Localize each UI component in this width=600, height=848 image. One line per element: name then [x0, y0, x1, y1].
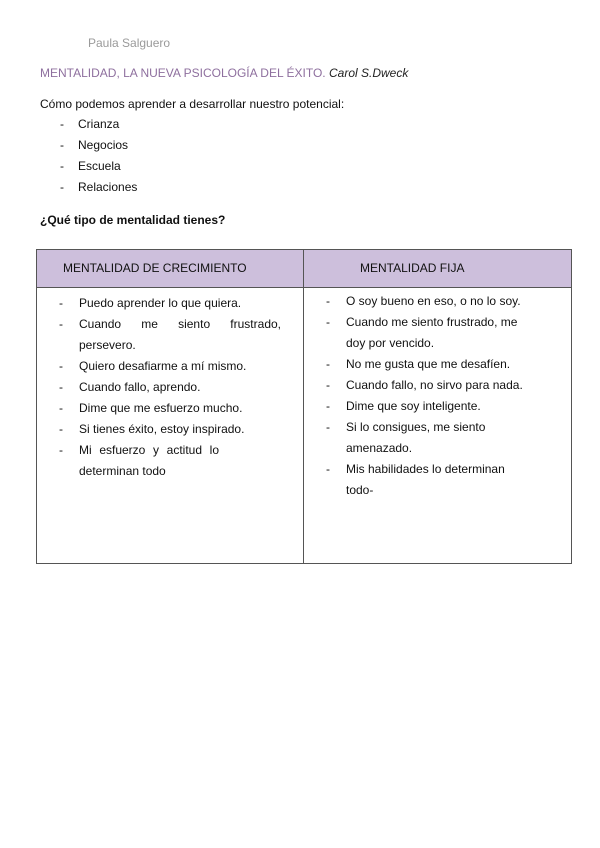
list-item: - Cuando me siento frustrado, me doy por vencido.	[326, 315, 518, 350]
list-item: - Escuela	[60, 158, 137, 179]
list-item: - Dime que me esfuerzo mucho.	[59, 401, 243, 415]
document-title	[40, 66, 408, 80]
list-item: - Si tienes éxito, estoy inspirado.	[59, 422, 245, 436]
list-item: - O soy bueno en eso, o no lo soy.	[326, 294, 521, 308]
list-item: - Si lo consigues, me siento amenazado.	[326, 420, 486, 455]
bullet-dash: -	[60, 138, 64, 152]
author-name: Paula Salguero	[88, 36, 171, 50]
intro-text: Cómo podemos aprender a desarrollar nuestro potencial:	[40, 97, 345, 111]
list-item: - Relaciones	[60, 179, 137, 200]
list-item: - Mis habilidades lo determinan todo-	[326, 462, 505, 497]
title-text: MENTALIDAD, LA NUEVA PSICOLOGÍA DEL ÉXITO.	[40, 66, 326, 80]
bullet-dash: -	[60, 159, 64, 173]
table-header-row	[37, 250, 571, 288]
fixed-mindset-list	[326, 291, 531, 501]
list-item: - Quiero desafiarme a mí mismo.	[59, 359, 247, 373]
growth-mindset-list	[59, 293, 281, 482]
list-item: - Negocios	[60, 137, 137, 158]
list-item: - Puedo aprender lo que quiera.	[59, 296, 242, 310]
table-body-row	[37, 288, 571, 564]
header-growth-mindset: MENTALIDAD DE CRECIMIENTO	[37, 250, 304, 287]
list-item: - Crianza	[60, 116, 137, 137]
list-item: - Cuando fallo, no sirvo para nada.	[326, 378, 523, 392]
list-item: - Cuando me siento frustrado, persevero.	[59, 317, 281, 352]
list-item: - Mi esfuerzo y actitud lo determinan todo	[59, 443, 219, 478]
bullet-dash: -	[60, 180, 64, 194]
list-item: - Cuando fallo, aprendo.	[59, 380, 201, 394]
header-fixed-mindset: MENTALIDAD FIJA	[360, 261, 465, 275]
topic-list	[60, 116, 137, 200]
section-question: ¿Qué tipo de mentalidad tienes?	[40, 213, 226, 227]
title-author: Carol S.Dweck	[329, 66, 409, 80]
growth-mindset-cell	[37, 288, 304, 564]
bullet-dash: -	[60, 117, 64, 131]
list-item: - Dime que soy inteligente.	[326, 399, 481, 413]
fixed-mindset-cell	[304, 288, 571, 564]
list-item: - No me gusta que me desafíen.	[326, 357, 511, 371]
mindset-table	[36, 249, 572, 564]
